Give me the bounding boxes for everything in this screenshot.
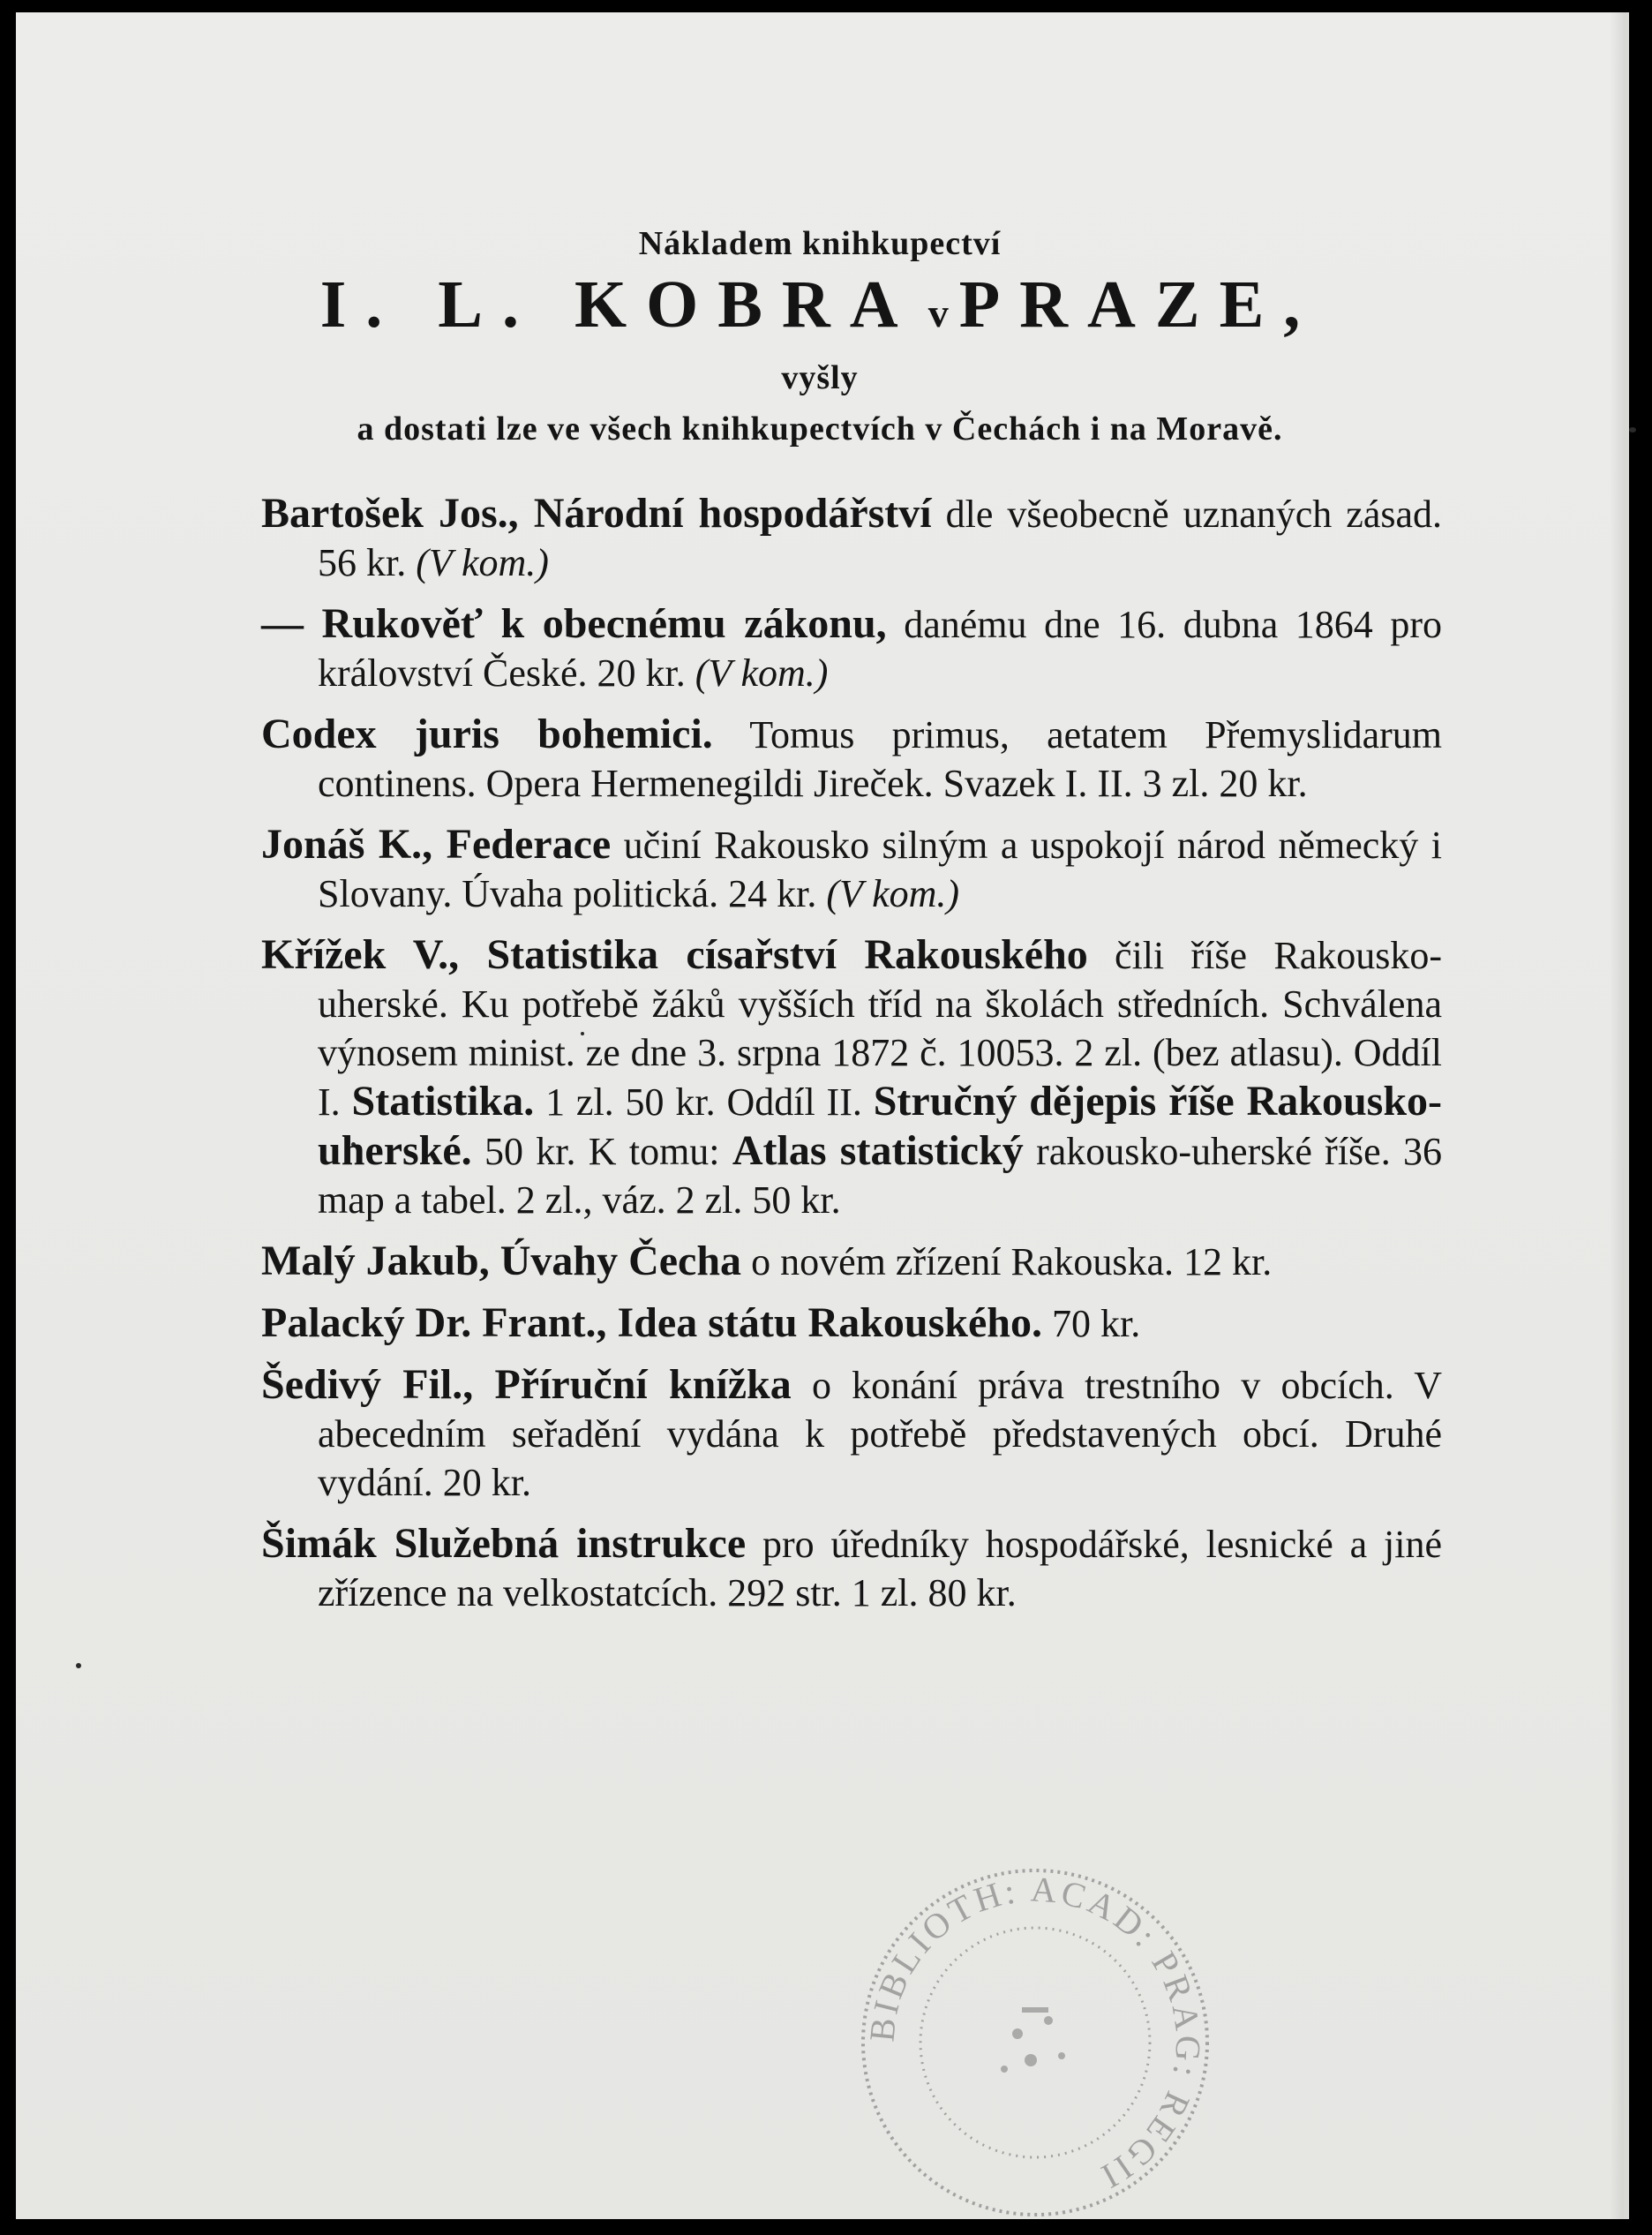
stamp-emblem (1001, 2007, 1065, 2073)
firm-name: KOBRA (574, 267, 918, 342)
catalog-entry (261, 1519, 1442, 1617)
page-paper (16, 12, 1629, 2219)
entry-text: 50 kr. K tomu: (471, 1130, 732, 1173)
availability-line: a dostati lze ve všech knihkupectvích v Čechách i na Moravě. (357, 410, 1283, 448)
catalog-entry (261, 489, 1442, 587)
catalog-entry (261, 1237, 1442, 1286)
published-line: vyšly (781, 359, 859, 396)
entry-title: Šimák Služebná instrukce (261, 1520, 747, 1567)
entry-title: Bartošek Jos., Národní hospodářství (261, 490, 932, 537)
catalog-entry (261, 710, 1442, 808)
imprint-line: Nákladem knihkupectví (638, 225, 1002, 262)
catalog-entry (261, 930, 1442, 1224)
stamp-inner-ring (920, 1928, 1150, 2157)
entry-title: Křížek V., Statistika císařství Rakouského (261, 931, 1088, 978)
firm-name-line (16, 267, 1624, 343)
catalog-entries (261, 489, 1442, 1629)
library-stamp (850, 1857, 1220, 2228)
entry-text: 1 zl. 50 kr. Oddíl II. (534, 1080, 874, 1124)
entry-title: — Rukověť k obecnému zákonu, (261, 600, 887, 647)
entry-text: čili říše Rakousko-uherské. Ku potřebě žáků vyšších tříd na školách středních. Schválena výnosem minist. ze dne 3. srpna 1872 č. 10053. 2 zl. (bez atlasu). Oddíl I. (318, 934, 1442, 1124)
firm-city: PRAZE, (958, 267, 1320, 342)
dust-speck (76, 1663, 81, 1668)
firm-initials: I. L. (319, 267, 538, 342)
catalog-entry (261, 599, 1442, 697)
catalog-entry (261, 1298, 1442, 1348)
entry-title: Jonáš K., Federace (261, 821, 612, 868)
entry-text: rakousko-uherské říše. 36 map a tabel. 2 zl., váz. 2 zl. 50 kr. (318, 1130, 1442, 1222)
entry-text: o novém zřízení Rakouska. 12 kr. (741, 1240, 1273, 1283)
entry-note: (V kom.) (695, 651, 829, 695)
entry-title: Šedivý Fil., Příruční knížka (261, 1361, 792, 1408)
entry-title: Malý Jakub, Úvahy Čecha (261, 1238, 742, 1284)
stamp-ring-text: BIBLIOTH: ACAD: PRAG: REGII (861, 1869, 1209, 2199)
entry-title: Palacký Dr. Frant., Idea státu Rakouského. (261, 1299, 1042, 1346)
entry-text: 70 kr. (1041, 1302, 1141, 1345)
entry-subtitle: Stručný dějepis říše Rakousko-uherské. (318, 1078, 1443, 1174)
catalog-entry (261, 1360, 1442, 1507)
entry-text: o konání práva trestního v obcích. V abecedním seřadění vydána k potřebě představených obcí. Druhé vydání. 20 kr. (318, 1364, 1442, 1504)
entry-text: danému dne 16. dubna 1864 pro království České. 20 kr. (318, 603, 1443, 695)
dust-speck (1629, 427, 1636, 433)
entry-text: pro úředníky hospodářské, lesnické a jiné zřízence na velkostatcích. 292 str. 1 zl. 80 kr. (318, 1523, 1442, 1614)
catalog-entry (261, 820, 1442, 918)
entry-subtitle: Statistika. (351, 1078, 535, 1125)
entry-title: Codex juris bohemici. (261, 711, 713, 757)
entry-text: Tomus primus, aetatem Přemyslidarum continens. Opera Hermenegildi Jireček. Svazek I. II. 3 zl. 20 kr. (318, 713, 1442, 805)
firm-preposition: v (927, 290, 949, 335)
entry-text: dle všeobecně uznaných zásad. 56 kr. (318, 493, 1442, 584)
page-edge-shadow (1610, 12, 1624, 2219)
entry-text: učiní Rakousko silným a uspokojí národ německý i Slovany. Úvaha politická. 24 kr. (318, 824, 1442, 915)
entry-note: (V kom.) (826, 872, 960, 915)
entry-subtitle: Atlas statistický (732, 1127, 1024, 1174)
entry-note: (V kom.) (416, 541, 549, 584)
